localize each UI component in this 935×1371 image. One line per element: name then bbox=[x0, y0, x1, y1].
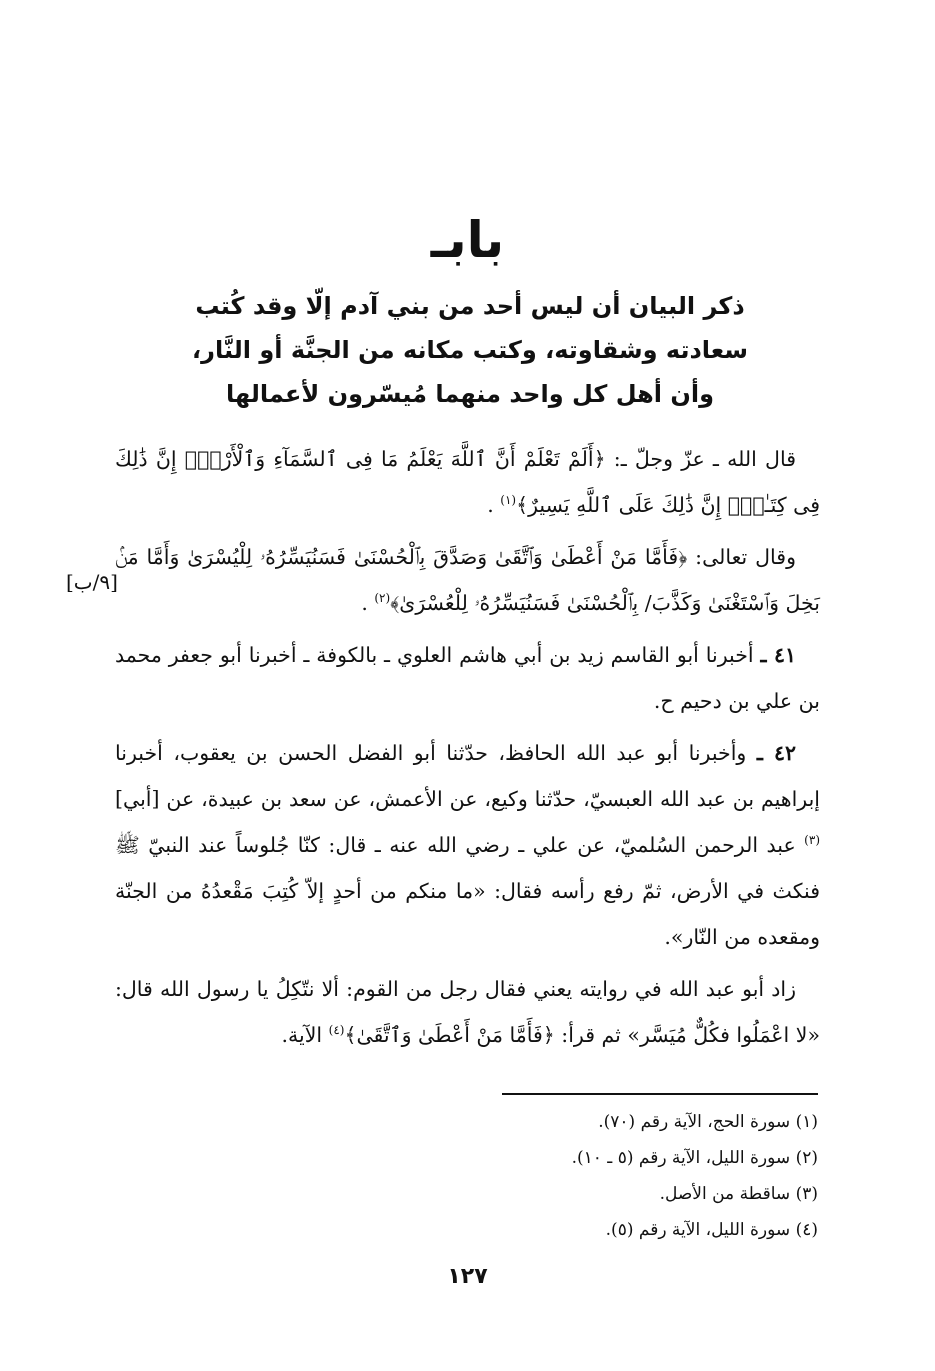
hadith-number: ٤١ ـ bbox=[760, 643, 796, 667]
footnote-4: (٤) سورة الليل، الآية رقم (٥). bbox=[605, 1220, 818, 1240]
hadith-42 bbox=[115, 730, 820, 960]
hadith-addition bbox=[115, 966, 820, 1058]
heading-line-2: سعادته وشقاوته، وكتب مكانه من الجنَّة أو النَّار، bbox=[192, 336, 748, 364]
footnote-3: (٣) ساقطة من الأصل. bbox=[659, 1184, 818, 1204]
paragraph-quran-1 bbox=[115, 436, 820, 528]
hadith-41 bbox=[115, 632, 820, 724]
footnote-ref: (٣) bbox=[804, 833, 820, 848]
paragraph-end: . bbox=[361, 591, 375, 615]
paragraph-quran-2 bbox=[115, 534, 820, 626]
footnote-2: (٢) سورة الليل، الآية رقم (٥ ـ ١٠). bbox=[571, 1148, 818, 1168]
chapter-title: بابـ bbox=[430, 211, 505, 269]
footnote-1: (١) سورة الحج، الآية رقم (٧٠). bbox=[598, 1112, 818, 1132]
hadith-text: وأخبرنا أبو عبد الله الحافظ، حدّثنا أبو الفضل الحسن بن يعقوب، أخبرنا إبراهيم بن عبد الله العبسيّ، حدّثنا وكيع، عن الأعمش، عن سعد بن عبيدة، عن [أبي] bbox=[115, 741, 820, 811]
heading-line-1: ذكر البيان أن ليس أحد من بني آدم إلّا وقد كُتب bbox=[195, 292, 745, 320]
footnote-divider bbox=[502, 1093, 818, 1095]
paragraph-text: زاد أبو عبد الله في روايته يعني فقال رجل من القوم: ألا نتّكِلُ يا رسول الله قال: «لا اعْمَلُوا فكُلٌّ مُيَسَّر» ثم قرأ: ﴿فَأَمَّا مَنْ أَعْطَىٰ وَٱتَّقَىٰ﴾ bbox=[115, 977, 820, 1047]
manuscript-folio-mark: [٩/ب] bbox=[66, 570, 118, 594]
footnote-ref: (١) bbox=[500, 493, 517, 508]
footnote-ref: (٤) bbox=[328, 1023, 345, 1038]
hadith-number: ٤٢ ـ bbox=[756, 741, 796, 765]
paragraph-text: وقال تعالى: ﴿فَأَمَّا مَنْ أَعْطَىٰ وَٱتَّقَىٰ وَصَدَّقَ بِٱلْحُسْنَىٰ فَسَنُيَسِّرُهُۥ لِلْيُسْرَىٰ وَأَمَّا مَنۢ بَخِلَ وَٱسْتَغْنَىٰ وَكَذَّبَ/ بِٱلْحُسْنَىٰ فَسَنُيَسِّرُهُۥ لِلْعُسْرَىٰ﴾ bbox=[115, 545, 820, 615]
heading-line-3: وأن أهل كل واحد منهما مُيسّرون لأعمالها bbox=[226, 380, 714, 408]
hadith-text: أخبرنا أبو القاسم زيد بن أبي هاشم العلوي ـ بالكوفة ـ أخبرنا أبو جعفر محمد بن علي بن دحيم ح. bbox=[115, 643, 820, 713]
footnotes bbox=[318, 1104, 818, 1248]
paragraph-end: الآية. bbox=[281, 1023, 329, 1047]
main-text bbox=[115, 436, 820, 1064]
footnote-ref: (٢) bbox=[374, 591, 391, 606]
paragraph-text: قال الله ـ عزّ وجلّ ـ: ﴿أَلَمْ تَعْلَمْ أَنَّ ٱللَّهَ يَعْلَمُ مَا فِى ٱلسَّمَآءِ وَٱلْأَرْضِۗ إِنَّ ذَٰلِكَ فِى كِتَـٰبٍۚ إِنَّ ذَٰلِكَ عَلَى ٱللَّهِ يَسِيرٌ﴾ bbox=[115, 447, 820, 517]
paragraph-end: . bbox=[487, 493, 501, 517]
page-number: ١٢٧ bbox=[447, 1264, 488, 1289]
hadith-text-continued: عبد الرحمن السُلميّ، عن علي ـ رضي الله عنه ـ قال: كنّا جُلوساً عند النبيّ ﷺ فنكث في الأرض، ثمّ رفع رأسه فقال: «ما منكم من أحدٍ إلاّ كُتِبَ مَقْعدُهُ من الجنّة ومقعده من النّار». bbox=[115, 833, 820, 949]
chapter-heading bbox=[180, 284, 760, 416]
